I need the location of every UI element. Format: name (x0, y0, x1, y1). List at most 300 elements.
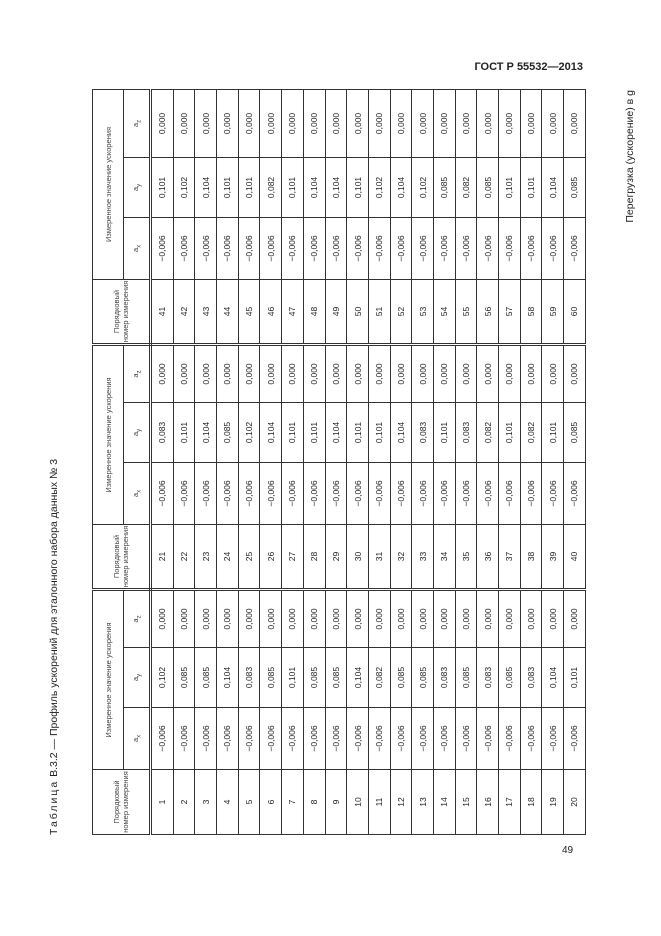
cell-ax: −0,006 (260, 217, 282, 279)
cell-number: 55 (455, 279, 477, 344)
cell-ay: 0,101 (520, 157, 542, 217)
cell-az: 0,000 (173, 89, 195, 157)
cell-az: 0,000 (325, 344, 347, 402)
cell-number: 19 (542, 770, 564, 835)
axis-subscript: x (136, 244, 143, 248)
cell-az: 0,000 (151, 89, 174, 157)
cell-ay: 0,101 (564, 648, 586, 708)
axis-subscript: y (136, 428, 143, 432)
cell-az: 0,000 (195, 89, 217, 157)
cell-ax: −0,006 (433, 217, 455, 279)
cell-az: 0,000 (151, 344, 174, 402)
cell-ay: 0,102 (368, 157, 390, 217)
column-header-ay (124, 157, 151, 217)
cell-number: 35 (455, 524, 477, 589)
column-header-az (124, 589, 151, 647)
cell-number: 56 (477, 279, 499, 344)
cell-az: 0,000 (282, 89, 304, 157)
column-header-measured: Измеренное значение ускорения (93, 89, 124, 279)
cell-az: 0,000 (455, 344, 477, 402)
column-header-number: Порядковый номер измерения (93, 770, 151, 835)
cell-number: 8 (303, 770, 325, 835)
column-header-ax (124, 708, 151, 770)
cell-number: 32 (390, 524, 412, 589)
cell-ax: −0,006 (564, 217, 586, 279)
table-row (195, 89, 217, 834)
cell-ay: 0,083 (477, 648, 499, 708)
rotated-table-frame (48, 90, 636, 835)
cell-ay: 0,083 (151, 402, 174, 462)
cell-az: 0,000 (455, 589, 477, 647)
cell-number: 2 (173, 770, 195, 835)
cell-ax: −0,006 (433, 462, 455, 524)
cell-number: 26 (260, 524, 282, 589)
caption-prefix: Таблица (48, 779, 60, 835)
column-header-number: Порядковый номер измерения (93, 279, 151, 344)
cell-ax: −0,006 (238, 217, 260, 279)
cell-az: 0,000 (325, 589, 347, 647)
cell-number: 1 (151, 770, 174, 835)
cell-number: 10 (347, 770, 369, 835)
cell-az: 0,000 (347, 89, 369, 157)
axis-letter: a (130, 122, 140, 128)
cell-ax: −0,006 (564, 462, 586, 524)
caption-number: В.3.2 (48, 752, 60, 777)
cell-az: 0,000 (390, 589, 412, 647)
cell-az: 0,000 (282, 589, 304, 647)
cell-az: 0,000 (282, 344, 304, 402)
cell-ay: 0,083 (520, 648, 542, 708)
cell-ax: −0,006 (368, 217, 390, 279)
cell-number: 23 (195, 524, 217, 589)
cell-number: 20 (564, 770, 586, 835)
cell-number: 33 (412, 524, 434, 589)
cell-number: 45 (238, 279, 260, 344)
cell-number: 48 (303, 279, 325, 344)
table-row (238, 89, 260, 834)
cell-az: 0,000 (260, 344, 282, 402)
cell-number: 54 (433, 279, 455, 344)
cell-ax: −0,006 (412, 708, 434, 770)
cell-number: 36 (477, 524, 499, 589)
cell-ax: −0,006 (347, 217, 369, 279)
cell-number: 21 (151, 524, 174, 589)
units-note: Перегрузка (ускорение) в g (624, 90, 636, 223)
cell-ay: 0,102 (151, 648, 174, 708)
cell-ay: 0,085 (303, 648, 325, 708)
axis-subscript: z (136, 119, 143, 123)
cell-az: 0,000 (499, 589, 521, 647)
column-header-az (124, 89, 151, 157)
cell-ax: −0,006 (564, 708, 586, 770)
cell-ax: −0,006 (499, 462, 521, 524)
cell-ax: −0,006 (347, 708, 369, 770)
cell-number: 22 (173, 524, 195, 589)
axis-subscript: z (136, 615, 143, 619)
cell-number: 30 (347, 524, 369, 589)
cell-number: 41 (151, 279, 174, 344)
cell-ax: −0,006 (260, 708, 282, 770)
cell-ay: 0,102 (173, 157, 195, 217)
cell-ay: 0,101 (368, 402, 390, 462)
cell-ay: 0,104 (347, 648, 369, 708)
cell-number: 28 (303, 524, 325, 589)
table-row (412, 89, 434, 834)
cell-ay: 0,102 (238, 402, 260, 462)
cell-ay: 0,102 (412, 157, 434, 217)
cell-number: 14 (433, 770, 455, 835)
cell-az: 0,000 (520, 89, 542, 157)
cell-ay: 0,101 (303, 402, 325, 462)
cell-ax: −0,006 (368, 462, 390, 524)
cell-ax: −0,006 (412, 217, 434, 279)
acceleration-table (92, 89, 586, 835)
cell-number: 17 (499, 770, 521, 835)
cell-ay: 0,083 (238, 648, 260, 708)
cell-number: 12 (390, 770, 412, 835)
cell-az: 0,000 (520, 344, 542, 402)
cell-ax: −0,006 (217, 217, 239, 279)
cell-ax: −0,006 (303, 708, 325, 770)
cell-ay: 0,101 (347, 402, 369, 462)
cell-number: 49 (325, 279, 347, 344)
cell-ax: −0,006 (433, 708, 455, 770)
cell-ay: 0,083 (412, 402, 434, 462)
cell-number: 39 (542, 524, 564, 589)
cell-ay: 0,101 (217, 157, 239, 217)
table-row (520, 89, 542, 834)
table-row (368, 89, 390, 834)
cell-ax: −0,006 (303, 462, 325, 524)
cell-ay: 0,104 (325, 402, 347, 462)
cell-ax: −0,006 (390, 217, 412, 279)
cell-ay: 0,104 (390, 157, 412, 217)
cell-az: 0,000 (260, 589, 282, 647)
cell-az: 0,000 (499, 89, 521, 157)
cell-az: 0,000 (368, 89, 390, 157)
cell-ay: 0,085 (260, 648, 282, 708)
cell-number: 46 (260, 279, 282, 344)
page-number: 49 (562, 845, 574, 856)
cell-ax: −0,006 (325, 462, 347, 524)
cell-az: 0,000 (433, 344, 455, 402)
cell-ay: 0,101 (433, 402, 455, 462)
axis-letter: a (130, 492, 140, 498)
cell-ay: 0,082 (368, 648, 390, 708)
column-header-measured: Измеренное значение ускорения (93, 589, 124, 769)
table-row (499, 89, 521, 834)
cell-az: 0,000 (195, 589, 217, 647)
column-header-ay (124, 648, 151, 708)
cell-az: 0,000 (195, 344, 217, 402)
table-row (347, 89, 369, 834)
cell-az: 0,000 (564, 344, 586, 402)
cell-ay: 0,085 (499, 648, 521, 708)
cell-ax: −0,006 (477, 708, 499, 770)
cell-ax: −0,006 (217, 462, 239, 524)
cell-ay: 0,085 (195, 648, 217, 708)
cell-number: 52 (390, 279, 412, 344)
cell-number: 60 (564, 279, 586, 344)
cell-az: 0,000 (390, 89, 412, 157)
axis-letter: a (130, 676, 140, 682)
cell-ax: −0,006 (195, 708, 217, 770)
cell-number: 13 (412, 770, 434, 835)
cell-number: 9 (325, 770, 347, 835)
cell-ay: 0,101 (542, 402, 564, 462)
cell-ay: 0,104 (542, 157, 564, 217)
cell-az: 0,000 (433, 589, 455, 647)
cell-number: 7 (282, 770, 304, 835)
cell-number: 43 (195, 279, 217, 344)
cell-ax: −0,006 (282, 462, 304, 524)
cell-ax: −0,006 (412, 462, 434, 524)
cell-ax: −0,006 (499, 708, 521, 770)
cell-number: 53 (412, 279, 434, 344)
table-row (455, 89, 477, 834)
cell-az: 0,000 (303, 89, 325, 157)
cell-az: 0,000 (347, 589, 369, 647)
table-row (260, 89, 282, 834)
cell-ax: −0,006 (390, 462, 412, 524)
axis-subscript: z (136, 370, 143, 374)
cell-number: 34 (433, 524, 455, 589)
cell-ay: 0,085 (564, 157, 586, 217)
cell-number: 5 (238, 770, 260, 835)
cell-number: 31 (368, 524, 390, 589)
cell-ax: −0,006 (195, 462, 217, 524)
cell-ay: 0,101 (151, 157, 174, 217)
cell-ay: 0,104 (217, 648, 239, 708)
cell-ay: 0,104 (195, 157, 217, 217)
cell-ax: −0,006 (282, 708, 304, 770)
cell-az: 0,000 (217, 589, 239, 647)
cell-ay: 0,083 (433, 648, 455, 708)
cell-ay: 0,101 (173, 402, 195, 462)
cell-az: 0,000 (477, 89, 499, 157)
cell-number: 37 (499, 524, 521, 589)
cell-number: 25 (238, 524, 260, 589)
cell-az: 0,000 (368, 344, 390, 402)
cell-az: 0,000 (260, 89, 282, 157)
table-row (390, 89, 412, 834)
cell-ax: −0,006 (477, 462, 499, 524)
cell-ax: −0,006 (217, 708, 239, 770)
cell-number: 47 (282, 279, 304, 344)
table-row (282, 89, 304, 834)
column-header-number: Порядковый номер измерения (93, 524, 151, 589)
caption-text: — Профиль ускорений для эталонного набора данных № 3 (48, 458, 60, 750)
cell-number: 15 (455, 770, 477, 835)
cell-number: 59 (542, 279, 564, 344)
cell-number: 18 (520, 770, 542, 835)
table-row (542, 89, 564, 834)
cell-az: 0,000 (238, 89, 260, 157)
cell-ay: 0,101 (238, 157, 260, 217)
cell-ax: −0,006 (173, 217, 195, 279)
cell-az: 0,000 (412, 89, 434, 157)
cell-az: 0,000 (564, 589, 586, 647)
cell-ay: 0,101 (282, 402, 304, 462)
cell-ax: −0,006 (368, 708, 390, 770)
cell-ax: −0,006 (151, 462, 174, 524)
column-header-measured: Измеренное значение ускорения (93, 344, 124, 524)
axis-subscript: y (136, 183, 143, 187)
axis-letter: a (130, 431, 140, 437)
cell-az: 0,000 (217, 89, 239, 157)
cell-az: 0,000 (542, 589, 564, 647)
cell-ax: −0,006 (282, 217, 304, 279)
cell-ax: −0,006 (542, 217, 564, 279)
cell-az: 0,000 (412, 344, 434, 402)
table-row (433, 89, 455, 834)
cell-number: 27 (282, 524, 304, 589)
cell-az: 0,000 (173, 344, 195, 402)
cell-ay: 0,085 (477, 157, 499, 217)
cell-ax: −0,006 (455, 708, 477, 770)
cell-az: 0,000 (412, 589, 434, 647)
axis-letter: a (130, 737, 140, 743)
cell-ax: −0,006 (325, 217, 347, 279)
cell-ay: 0,085 (433, 157, 455, 217)
cell-number: 29 (325, 524, 347, 589)
cell-number: 58 (520, 279, 542, 344)
cell-az: 0,000 (303, 344, 325, 402)
cell-number: 57 (499, 279, 521, 344)
axis-subscript: x (136, 489, 143, 493)
cell-number: 6 (260, 770, 282, 835)
cell-ax: −0,006 (542, 708, 564, 770)
cell-ay: 0,101 (347, 157, 369, 217)
cell-ax: −0,006 (303, 217, 325, 279)
cell-ay: 0,085 (455, 648, 477, 708)
cell-number: 24 (217, 524, 239, 589)
cell-number: 42 (173, 279, 195, 344)
cell-az: 0,000 (238, 589, 260, 647)
cell-ay: 0,101 (282, 157, 304, 217)
cell-number: 16 (477, 770, 499, 835)
cell-number: 51 (368, 279, 390, 344)
cell-ax: −0,006 (499, 217, 521, 279)
cell-ay: 0,085 (412, 648, 434, 708)
cell-ay: 0,104 (390, 402, 412, 462)
cell-ay: 0,082 (477, 402, 499, 462)
column-header-ax (124, 462, 151, 524)
column-header-az (124, 344, 151, 402)
cell-number: 38 (520, 524, 542, 589)
cell-ax: −0,006 (195, 217, 217, 279)
table-row (303, 89, 325, 834)
cell-ay: 0,104 (325, 157, 347, 217)
cell-ay: 0,085 (173, 648, 195, 708)
cell-ax: −0,006 (390, 708, 412, 770)
cell-number: 50 (347, 279, 369, 344)
cell-ax: −0,006 (542, 462, 564, 524)
cell-ax: −0,006 (260, 462, 282, 524)
cell-ax: −0,006 (325, 708, 347, 770)
cell-az: 0,000 (238, 344, 260, 402)
cell-number: 3 (195, 770, 217, 835)
cell-az: 0,000 (433, 89, 455, 157)
cell-ax: −0,006 (238, 708, 260, 770)
table-row (217, 89, 239, 834)
cell-ax: −0,006 (173, 462, 195, 524)
cell-number: 40 (564, 524, 586, 589)
cell-ay: 0,082 (455, 157, 477, 217)
cell-ay: 0,104 (195, 402, 217, 462)
table-row (151, 89, 174, 834)
axis-subscript: y (136, 673, 143, 677)
cell-ay: 0,101 (282, 648, 304, 708)
cell-number: 11 (368, 770, 390, 835)
cell-az: 0,000 (520, 589, 542, 647)
cell-az: 0,000 (477, 589, 499, 647)
cell-ay: 0,104 (260, 402, 282, 462)
table-row (325, 89, 347, 834)
cell-az: 0,000 (368, 589, 390, 647)
column-header-ax (124, 217, 151, 279)
cell-ay: 0,085 (217, 402, 239, 462)
cell-ax: −0,006 (455, 217, 477, 279)
table-caption (48, 459, 60, 835)
axis-letter: a (130, 373, 140, 378)
table-row (477, 89, 499, 834)
cell-ax: −0,006 (238, 462, 260, 524)
cell-ax: −0,006 (173, 708, 195, 770)
cell-ay: 0,082 (520, 402, 542, 462)
cell-az: 0,000 (173, 589, 195, 647)
cell-ax: −0,006 (151, 708, 174, 770)
cell-az: 0,000 (477, 344, 499, 402)
cell-az: 0,000 (542, 344, 564, 402)
column-header-ay (124, 402, 151, 462)
standard-number: ГОСТ Р 55532—2013 (474, 61, 583, 73)
cell-ay: 0,082 (260, 157, 282, 217)
axis-subscript: x (136, 734, 143, 738)
table-row (173, 89, 195, 834)
cell-number: 44 (217, 279, 239, 344)
cell-az: 0,000 (499, 344, 521, 402)
cell-ax: −0,006 (477, 217, 499, 279)
cell-ay: 0,085 (564, 402, 586, 462)
cell-number: 4 (217, 770, 239, 835)
cell-az: 0,000 (564, 89, 586, 157)
cell-ay: 0,101 (499, 402, 521, 462)
cell-az: 0,000 (217, 344, 239, 402)
table-row (564, 89, 586, 834)
cell-az: 0,000 (390, 344, 412, 402)
cell-ay: 0,083 (455, 402, 477, 462)
cell-ay: 0,104 (542, 648, 564, 708)
cell-az: 0,000 (325, 89, 347, 157)
cell-ay: 0,085 (325, 648, 347, 708)
cell-ax: −0,006 (520, 708, 542, 770)
cell-az: 0,000 (542, 89, 564, 157)
cell-ax: −0,006 (151, 217, 174, 279)
cell-ax: −0,006 (455, 462, 477, 524)
cell-ax: −0,006 (520, 217, 542, 279)
axis-letter: a (130, 247, 140, 253)
cell-az: 0,000 (303, 589, 325, 647)
axis-letter: a (130, 618, 140, 623)
cell-ax: −0,006 (347, 462, 369, 524)
cell-az: 0,000 (347, 344, 369, 402)
cell-az: 0,000 (455, 89, 477, 157)
axis-letter: a (130, 186, 140, 192)
cell-ax: −0,006 (520, 462, 542, 524)
cell-ay: 0,085 (390, 648, 412, 708)
cell-ay: 0,101 (499, 157, 521, 217)
